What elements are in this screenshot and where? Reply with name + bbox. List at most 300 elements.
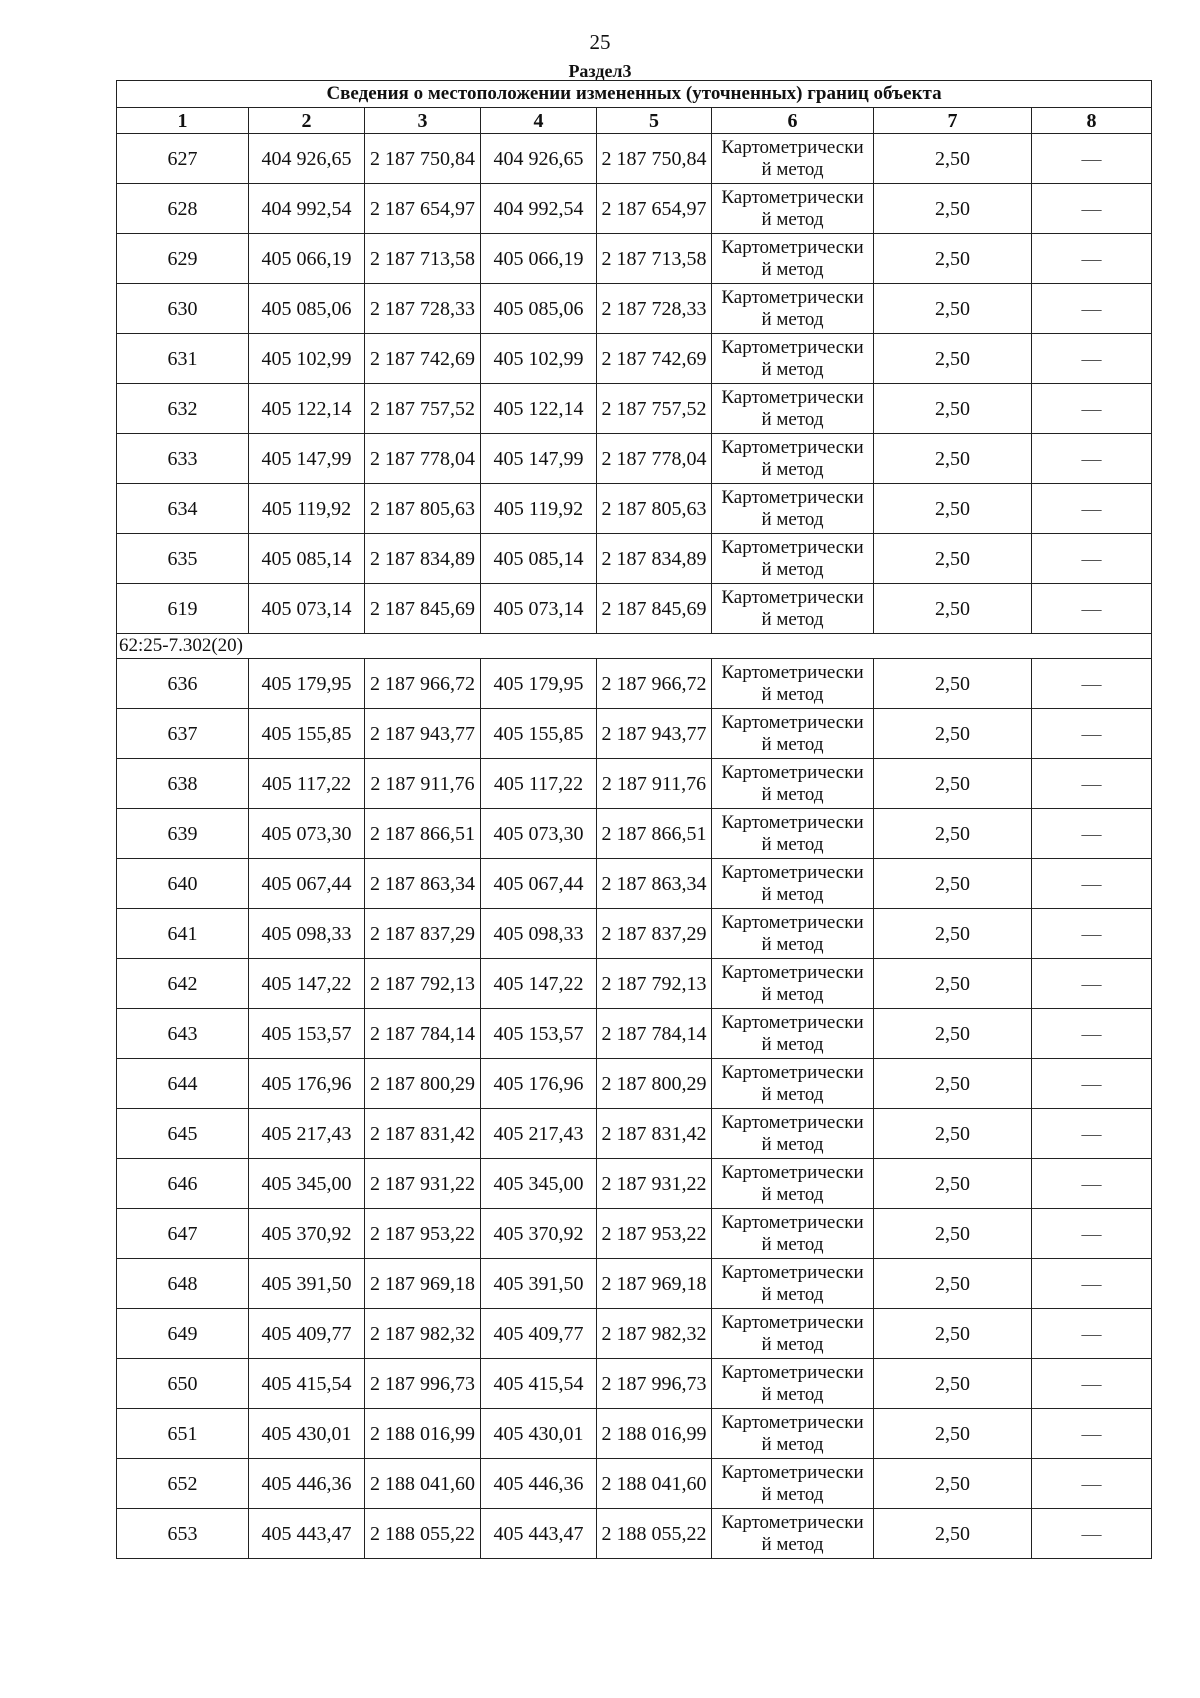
y-new-cell: 2 187 953,22 [597, 1209, 712, 1259]
description-cell: — [1032, 234, 1152, 284]
point-number-cell: 629 [117, 234, 249, 284]
accuracy-cell: 2,50 [874, 384, 1032, 434]
method-cell [712, 434, 874, 484]
point-number-cell: 646 [117, 1159, 249, 1209]
description-cell: — [1032, 484, 1152, 534]
accuracy-cell: 2,50 [874, 809, 1032, 859]
accuracy-cell: 2,50 [874, 1409, 1032, 1459]
x-new-cell: 405 153,57 [481, 1009, 597, 1059]
method-line-1: Картометрически [721, 1311, 864, 1333]
group-section [117, 634, 1152, 659]
method-cell [712, 659, 874, 709]
method-line-1: Картометрически [721, 186, 864, 208]
x-old-cell: 404 926,65 [249, 134, 365, 184]
point-number-cell: 645 [117, 1109, 249, 1159]
y-new-cell: 2 187 866,51 [597, 809, 712, 859]
method-line-1: Картометрически [721, 861, 864, 883]
method-cell [712, 1409, 874, 1459]
method-line-1: Картометрически [721, 436, 864, 458]
y-old-cell: 2 187 784,14 [365, 1009, 481, 1059]
x-old-cell: 405 415,54 [249, 1359, 365, 1409]
method-cell [712, 534, 874, 584]
accuracy-cell: 2,50 [874, 1159, 1032, 1209]
method-cell [712, 759, 874, 809]
point-number-cell: 643 [117, 1009, 249, 1059]
method-cell [712, 134, 874, 184]
y-new-cell: 2 187 834,89 [597, 534, 712, 584]
x-new-cell: 405 443,47 [481, 1509, 597, 1559]
column-number: 7 [874, 108, 1032, 134]
table-row [117, 384, 1152, 434]
y-old-cell: 2 187 728,33 [365, 284, 481, 334]
method-cell [712, 709, 874, 759]
x-old-cell: 405 067,44 [249, 859, 365, 909]
method-line-2: й метод [761, 208, 824, 230]
method-line-2: й метод [761, 308, 824, 330]
page-number: 25 [589, 30, 611, 54]
description-cell: — [1032, 909, 1152, 959]
x-old-cell: 405 409,77 [249, 1309, 365, 1359]
accuracy-cell: 2,50 [874, 134, 1032, 184]
y-old-cell: 2 187 845,69 [365, 584, 481, 634]
y-old-cell: 2 187 800,29 [365, 1059, 481, 1109]
y-old-cell: 2 187 654,97 [365, 184, 481, 234]
table-row [117, 1209, 1152, 1259]
y-old-cell: 2 187 863,34 [365, 859, 481, 909]
table-row [117, 134, 1152, 184]
y-new-cell: 2 187 800,29 [597, 1059, 712, 1109]
group-label: 62:25-7.302(20) [117, 634, 1152, 659]
table-row [117, 234, 1152, 284]
description-cell: — [1032, 534, 1152, 584]
method-line-2: й метод [761, 933, 824, 955]
y-old-cell: 2 187 931,22 [365, 1159, 481, 1209]
column-number: 8 [1032, 108, 1152, 134]
y-new-cell: 2 187 845,69 [597, 584, 712, 634]
y-old-cell: 2 187 805,63 [365, 484, 481, 534]
table-row [117, 909, 1152, 959]
description-cell: — [1032, 134, 1152, 184]
x-new-cell: 404 992,54 [481, 184, 597, 234]
description-cell: — [1032, 1159, 1152, 1209]
method-line-1: Картометрически [721, 136, 864, 158]
x-old-cell: 405 119,92 [249, 484, 365, 534]
y-new-cell: 2 187 713,58 [597, 234, 712, 284]
accuracy-cell: 2,50 [874, 1459, 1032, 1509]
y-new-cell: 2 187 931,22 [597, 1159, 712, 1209]
y-old-cell: 2 187 911,76 [365, 759, 481, 809]
column-number: 1 [117, 108, 249, 134]
method-line-2: й метод [761, 258, 824, 280]
description-cell: — [1032, 1059, 1152, 1109]
column-number: 6 [712, 108, 874, 134]
method-line-1: Картометрически [721, 1061, 864, 1083]
point-number-cell: 640 [117, 859, 249, 909]
method-line-2: й метод [761, 783, 824, 805]
y-old-cell: 2 187 866,51 [365, 809, 481, 859]
method-line-1: Картометрически [721, 911, 864, 933]
y-new-cell: 2 187 969,18 [597, 1259, 712, 1309]
method-line-2: й метод [761, 1083, 824, 1105]
table-row [117, 1109, 1152, 1159]
method-line-1: Картометрически [721, 1211, 864, 1233]
point-number-cell: 651 [117, 1409, 249, 1459]
table-row [117, 534, 1152, 584]
method-line-2: й метод [761, 1183, 824, 1205]
method-line-2: й метод [761, 983, 824, 1005]
y-new-cell: 2 187 837,29 [597, 909, 712, 959]
accuracy-cell: 2,50 [874, 484, 1032, 534]
accuracy-cell: 2,50 [874, 1259, 1032, 1309]
y-new-cell: 2 188 055,22 [597, 1509, 712, 1559]
point-number-cell: 619 [117, 584, 249, 634]
x-new-cell: 405 391,50 [481, 1259, 597, 1309]
table-row [117, 1309, 1152, 1359]
x-old-cell: 405 446,36 [249, 1459, 365, 1509]
point-number-cell: 652 [117, 1459, 249, 1509]
table-row [117, 1459, 1152, 1509]
method-cell [712, 1309, 874, 1359]
method-line-1: Картометрически [721, 811, 864, 833]
method-line-2: й метод [761, 683, 824, 705]
y-new-cell: 2 188 016,99 [597, 1409, 712, 1459]
y-new-cell: 2 187 742,69 [597, 334, 712, 384]
method-cell [712, 484, 874, 534]
x-old-cell: 405 345,00 [249, 1159, 365, 1209]
y-new-cell: 2 187 750,84 [597, 134, 712, 184]
point-number-cell: 631 [117, 334, 249, 384]
method-line-1: Картометрически [721, 1011, 864, 1033]
method-line-2: й метод [761, 733, 824, 755]
table-caption: Сведения о местоположении измененных (уточненных) границ объекта [117, 81, 1152, 108]
method-cell [712, 1459, 874, 1509]
accuracy-cell: 2,50 [874, 1359, 1032, 1409]
description-cell: — [1032, 1309, 1152, 1359]
description-cell: — [1032, 759, 1152, 809]
method-line-2: й метод [761, 833, 824, 855]
description-cell: — [1032, 584, 1152, 634]
x-old-cell: 405 122,14 [249, 384, 365, 434]
table-row [117, 184, 1152, 234]
method-line-1: Картометрически [721, 286, 864, 308]
table-row [117, 584, 1152, 634]
table-row [117, 1259, 1152, 1309]
point-number-cell: 634 [117, 484, 249, 534]
group-row [117, 634, 1152, 659]
method-cell [712, 234, 874, 284]
description-cell: — [1032, 1509, 1152, 1559]
method-line-2: й метод [761, 1283, 824, 1305]
accuracy-cell: 2,50 [874, 709, 1032, 759]
x-new-cell: 405 102,99 [481, 334, 597, 384]
method-line-1: Картометрически [721, 236, 864, 258]
x-old-cell: 405 102,99 [249, 334, 365, 384]
method-line-2: й метод [761, 158, 824, 180]
y-new-cell: 2 187 778,04 [597, 434, 712, 484]
method-line-2: й метод [761, 1033, 824, 1055]
description-cell: — [1032, 659, 1152, 709]
accuracy-cell: 2,50 [874, 234, 1032, 284]
point-number-cell: 627 [117, 134, 249, 184]
description-cell: — [1032, 1009, 1152, 1059]
x-new-cell: 405 409,77 [481, 1309, 597, 1359]
y-new-cell: 2 187 911,76 [597, 759, 712, 809]
x-old-cell: 405 176,96 [249, 1059, 365, 1109]
y-old-cell: 2 187 996,73 [365, 1359, 481, 1409]
y-new-cell: 2 187 863,34 [597, 859, 712, 909]
y-new-cell: 2 187 805,63 [597, 484, 712, 534]
description-cell: — [1032, 334, 1152, 384]
x-new-cell: 405 446,36 [481, 1459, 597, 1509]
method-line-2: й метод [761, 358, 824, 380]
x-old-cell: 405 147,22 [249, 959, 365, 1009]
x-old-cell: 405 155,85 [249, 709, 365, 759]
x-new-cell: 405 085,06 [481, 284, 597, 334]
method-line-2: й метод [761, 1383, 824, 1405]
point-number-cell: 648 [117, 1259, 249, 1309]
x-old-cell: 405 147,99 [249, 434, 365, 484]
method-line-2: й метод [761, 1483, 824, 1505]
table-row [117, 1409, 1152, 1459]
y-old-cell: 2 187 953,22 [365, 1209, 481, 1259]
point-number-cell: 644 [117, 1059, 249, 1109]
method-line-2: й метод [761, 608, 824, 630]
table-row [117, 1359, 1152, 1409]
accuracy-cell: 2,50 [874, 1109, 1032, 1159]
accuracy-cell: 2,50 [874, 584, 1032, 634]
description-cell: — [1032, 1459, 1152, 1509]
accuracy-cell: 2,50 [874, 534, 1032, 584]
x-new-cell: 405 098,33 [481, 909, 597, 959]
description-cell: — [1032, 809, 1152, 859]
y-old-cell: 2 188 041,60 [365, 1459, 481, 1509]
x-old-cell: 405 443,47 [249, 1509, 365, 1559]
method-line-2: й метод [761, 883, 824, 905]
y-new-cell: 2 187 831,42 [597, 1109, 712, 1159]
description-cell: — [1032, 1209, 1152, 1259]
accuracy-cell: 2,50 [874, 184, 1032, 234]
y-new-cell: 2 187 757,52 [597, 384, 712, 434]
method-line-1: Картометрически [721, 1411, 864, 1433]
y-old-cell: 2 187 943,77 [365, 709, 481, 759]
accuracy-cell: 2,50 [874, 909, 1032, 959]
x-new-cell: 404 926,65 [481, 134, 597, 184]
point-number-cell: 636 [117, 659, 249, 709]
accuracy-cell: 2,50 [874, 1059, 1032, 1109]
description-cell: — [1032, 1359, 1152, 1409]
rows-after-group [117, 659, 1152, 1559]
accuracy-cell: 2,50 [874, 759, 1032, 809]
method-line-1: Картометрически [721, 711, 864, 733]
method-line-1: Картометрически [721, 336, 864, 358]
method-line-1: Картометрически [721, 1261, 864, 1283]
method-cell [712, 1059, 874, 1109]
method-line-2: й метод [761, 458, 824, 480]
y-old-cell: 2 187 831,42 [365, 1109, 481, 1159]
method-cell [712, 184, 874, 234]
y-old-cell: 2 187 834,89 [365, 534, 481, 584]
table-row [117, 1159, 1152, 1209]
method-line-1: Картометрически [721, 1511, 864, 1533]
method-cell [712, 584, 874, 634]
description-cell: — [1032, 1259, 1152, 1309]
table-row [117, 859, 1152, 909]
description-cell: — [1032, 709, 1152, 759]
point-number-cell: 630 [117, 284, 249, 334]
description-cell: — [1032, 1109, 1152, 1159]
point-number-cell: 628 [117, 184, 249, 234]
x-new-cell: 405 147,99 [481, 434, 597, 484]
method-cell [712, 334, 874, 384]
table-row [117, 484, 1152, 534]
method-line-1: Картометрически [721, 486, 864, 508]
description-cell: — [1032, 284, 1152, 334]
point-number-cell: 637 [117, 709, 249, 759]
y-old-cell: 2 187 742,69 [365, 334, 481, 384]
y-old-cell: 2 187 982,32 [365, 1309, 481, 1359]
method-cell [712, 1509, 874, 1559]
table-row [117, 1509, 1152, 1559]
method-line-2: й метод [761, 1233, 824, 1255]
method-line-1: Картометрически [721, 1461, 864, 1483]
accuracy-cell: 2,50 [874, 659, 1032, 709]
x-old-cell: 405 179,95 [249, 659, 365, 709]
x-new-cell: 405 122,14 [481, 384, 597, 434]
description-cell: — [1032, 859, 1152, 909]
method-cell [712, 959, 874, 1009]
method-cell [712, 1109, 874, 1159]
method-cell [712, 1209, 874, 1259]
method-line-1: Картометрически [721, 386, 864, 408]
y-old-cell: 2 187 966,72 [365, 659, 481, 709]
x-new-cell: 405 117,22 [481, 759, 597, 809]
method-line-1: Картометрически [721, 1161, 864, 1183]
accuracy-cell: 2,50 [874, 434, 1032, 484]
method-line-1: Картометрически [721, 1111, 864, 1133]
y-old-cell: 2 187 969,18 [365, 1259, 481, 1309]
y-new-cell: 2 187 784,14 [597, 1009, 712, 1059]
x-old-cell: 405 073,30 [249, 809, 365, 859]
point-number-cell: 653 [117, 1509, 249, 1559]
point-number-cell: 635 [117, 534, 249, 584]
table-row [117, 284, 1152, 334]
point-number-cell: 632 [117, 384, 249, 434]
accuracy-cell: 2,50 [874, 284, 1032, 334]
x-new-cell: 405 217,43 [481, 1109, 597, 1159]
column-number: 4 [481, 108, 597, 134]
x-old-cell: 405 066,19 [249, 234, 365, 284]
description-cell: — [1032, 959, 1152, 1009]
method-line-2: й метод [761, 558, 824, 580]
description-cell: — [1032, 434, 1152, 484]
x-old-cell: 405 085,06 [249, 284, 365, 334]
table-row [117, 659, 1152, 709]
table-row [117, 1009, 1152, 1059]
point-number-cell: 649 [117, 1309, 249, 1359]
method-cell [712, 1009, 874, 1059]
table-row [117, 959, 1152, 1009]
y-new-cell: 2 187 943,77 [597, 709, 712, 759]
y-old-cell: 2 187 837,29 [365, 909, 481, 959]
method-line-2: й метод [761, 1333, 824, 1355]
table-row [117, 809, 1152, 859]
x-old-cell: 405 073,14 [249, 584, 365, 634]
column-number: 2 [249, 108, 365, 134]
description-cell: — [1032, 1409, 1152, 1459]
description-cell: — [1032, 384, 1152, 434]
y-old-cell: 2 187 750,84 [365, 134, 481, 184]
y-old-cell: 2 187 757,52 [365, 384, 481, 434]
x-new-cell: 405 067,44 [481, 859, 597, 909]
x-old-cell: 405 370,92 [249, 1209, 365, 1259]
method-line-1: Картометрически [721, 961, 864, 983]
accuracy-cell: 2,50 [874, 859, 1032, 909]
method-cell [712, 1359, 874, 1409]
y-new-cell: 2 187 966,72 [597, 659, 712, 709]
rows-before-group [117, 134, 1152, 634]
table-row [117, 709, 1152, 759]
x-new-cell: 405 415,54 [481, 1359, 597, 1409]
method-line-1: Картометрически [721, 586, 864, 608]
x-old-cell: 405 098,33 [249, 909, 365, 959]
method-cell [712, 809, 874, 859]
x-old-cell: 404 992,54 [249, 184, 365, 234]
column-number: 3 [365, 108, 481, 134]
y-new-cell: 2 187 982,32 [597, 1309, 712, 1359]
x-old-cell: 405 217,43 [249, 1109, 365, 1159]
section-title: Раздел3 [568, 61, 632, 81]
method-line-1: Картометрически [721, 1361, 864, 1383]
method-cell [712, 1159, 874, 1209]
x-new-cell: 405 430,01 [481, 1409, 597, 1459]
accuracy-cell: 2,50 [874, 1009, 1032, 1059]
table-row [117, 434, 1152, 484]
x-new-cell: 405 085,14 [481, 534, 597, 584]
accuracy-cell: 2,50 [874, 334, 1032, 384]
y-new-cell: 2 187 728,33 [597, 284, 712, 334]
y-old-cell: 2 187 778,04 [365, 434, 481, 484]
table-row [117, 1059, 1152, 1109]
y-old-cell: 2 187 713,58 [365, 234, 481, 284]
x-new-cell: 405 073,30 [481, 809, 597, 859]
method-line-1: Картометрически [721, 761, 864, 783]
method-cell [712, 384, 874, 434]
x-old-cell: 405 430,01 [249, 1409, 365, 1459]
table-row [117, 334, 1152, 384]
x-old-cell: 405 117,22 [249, 759, 365, 809]
method-line-2: й метод [761, 1133, 824, 1155]
y-new-cell: 2 188 041,60 [597, 1459, 712, 1509]
method-line-2: й метод [761, 1433, 824, 1455]
y-new-cell: 2 187 996,73 [597, 1359, 712, 1409]
column-number: 5 [597, 108, 712, 134]
x-new-cell: 405 155,85 [481, 709, 597, 759]
method-cell [712, 859, 874, 909]
point-number-cell: 633 [117, 434, 249, 484]
boundary-coordinates-table [116, 80, 1152, 1559]
x-new-cell: 405 066,19 [481, 234, 597, 284]
y-old-cell: 2 188 016,99 [365, 1409, 481, 1459]
x-old-cell: 405 153,57 [249, 1009, 365, 1059]
x-new-cell: 405 147,22 [481, 959, 597, 1009]
accuracy-cell: 2,50 [874, 959, 1032, 1009]
method-cell [712, 284, 874, 334]
point-number-cell: 650 [117, 1359, 249, 1409]
accuracy-cell: 2,50 [874, 1209, 1032, 1259]
x-new-cell: 405 119,92 [481, 484, 597, 534]
x-new-cell: 405 179,95 [481, 659, 597, 709]
accuracy-cell: 2,50 [874, 1509, 1032, 1559]
